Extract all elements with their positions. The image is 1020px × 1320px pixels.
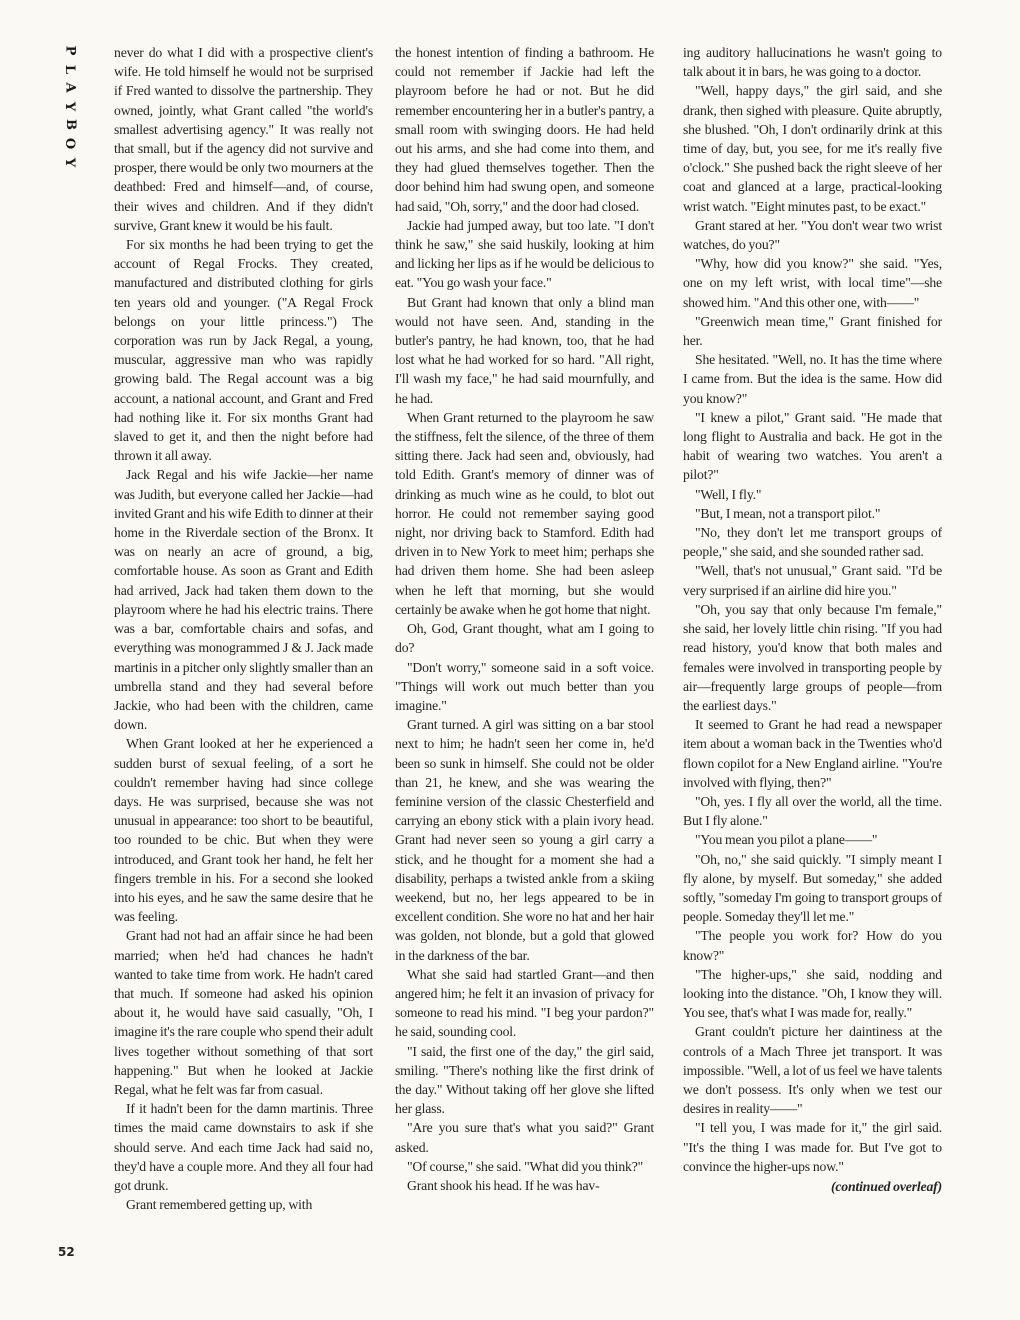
paragraph: never do what I did with a prospective client's wife. He told himself he would not be surprised if Fred wanted to dissolve the partnership. They owned, jointly, what Grant called "the world's smallest advertising agency." It was really not that small, but if the agency did not survive and prosper, there would be only two mourners at the deathbed: Fred and himself—and, of course, their wives and children. And if they didn't survive, Grant knew it would be his fault. — [114, 45, 373, 233]
paragraph: What she said had startled Grant—and then angered him; he felt it an invasion of privacy for someone to read his mind. "I beg your pardon?" he said, sounding cool. — [395, 966, 654, 1040]
paragraph: "Greenwich mean time," Grant finished for her. — [683, 313, 942, 349]
sidebar-letter: L — [62, 64, 78, 74]
sidebar-letter: Y — [62, 101, 78, 111]
paragraph: "The people you work for? How do you know?" — [683, 928, 942, 963]
paragraph: She hesitated. "Well, no. It has the time where I came from. But the idea is the same. How did you know?" — [683, 352, 942, 406]
paragraph: "Well, I fly." — [695, 486, 762, 502]
continued-note: (continued overleaf) — [830, 1178, 942, 1194]
paragraph: ing auditory hallucinations he wasn't going to talk about it in bars, he was going to a doctor. — [683, 45, 942, 80]
text-column-1 — [114, 43, 373, 1288]
paragraph: It seemed to Grant he had read a newspaper item about a woman back in the Twenties who'd flown copilot for a New England airline. "You're involved with flying, then?" — [683, 717, 942, 790]
paragraph: "Oh, yes. I fly all over the world, all the time. But I fly alone." — [683, 793, 942, 829]
paragraph: When Grant returned to the playroom he saw the stiffness, felt the silence, of the three of them sitting there. Jack had seen and, obviously, had told Edith. Grant's memory of dinner was of drinking as much wine as he could, to blot out horror. He could not remember saying good night, nor driving back to Stamford. Edith had driven in to New York to meet him; perhaps she had driven them home. She had been asleep when he left that morning, but she would certainly be awake when he got home that night. — [395, 409, 654, 617]
page-number: 52 — [58, 1245, 75, 1259]
paragraph: Grant shook his head. If he was hav- — [407, 1177, 600, 1193]
paragraph: "Of course," she said. "What did you think?" — [407, 1158, 644, 1174]
paragraph: "I tell you, I was made for it," the girl said. "It's the thing I was made for. But I've got to convince the higher-ups now." — [683, 1120, 942, 1174]
paragraph: "I said, the first one of the day," the girl said, smiling. "There's nothing like the first drink of the day." Without taking off her glove she lifted her glass. — [395, 1043, 654, 1117]
paragraph: "Are you sure that's what you said?" Grant asked. — [395, 1120, 654, 1155]
paragraph: Grant stared at her. "You don't wear two wrist watches, do you?" — [683, 217, 942, 253]
paragraph: Grant couldn't picture her daintiness at the controls of a Mach Three jet transport. It was impossible. "Well, a lot of us feel we have talents we don't possess. It's only when we test our desires in reality——" — [683, 1024, 942, 1117]
text-column-2 — [395, 43, 654, 1288]
paragraph: "Oh, you say that only because I'm female," she said, her lovely little chin rising. "If you had read history, you'd know that both males and females were involved in transporting people by air—frequently large groups of people—from the earliest days." — [683, 601, 942, 713]
magazine-sidebar-title — [58, 44, 82, 174]
paragraph: "Oh, no," she said quickly. "I simply meant I fly alone, by myself. But someday," she added softly, "someday I'm going to transport groups of people. Someday they'll let me." — [683, 851, 942, 925]
paragraph: Jackie had jumped away, but too late. "I don't think he saw," she said huskily, looking at him and licking her lips as if he would be delicious to eat. "You go wash your face." — [395, 217, 654, 291]
sidebar-letter: B — [62, 119, 78, 131]
sidebar-letter: P — [62, 45, 78, 56]
paragraph: "Don't worry," someone said in a soft voice. "Things will work out much better than you imagine." — [395, 659, 654, 713]
paragraph: "Why, how did you know?" she said. "Yes, one on my left wrist, with local time"—she showed him. "And this other one, with——" — [683, 256, 942, 310]
paragraph: "Well, happy days," the girl said, and she drank, then sighed with pleasure. Quite abruptly, she blushed. "Oh, I don't ordinarily drink at this time of day, but, you see, for me it's really five o'clock." She pushed back the right sleeve of her coat and glanced at a large, practical-looking wrist watch. "Eight minutes past, to be exact." — [683, 83, 942, 214]
paragraph: "I knew a pilot," Grant said. "He made that long flight to Australia and back. He got in the habit of wearing two watches. You aren't a pilot?" — [683, 409, 942, 483]
paragraph: But Grant had known that only a blind man would not have seen. And, standing in the butler's pantry, he had known, too, that he had lost what he had worked for so hard. "All right, I'll wash my face," he had said mournfully, and he had. — [395, 294, 654, 406]
paragraph: When Grant looked at her he experienced a sudden burst of sexual feeling, of a sort he couldn't remember having had since college days. He was surprised, because she was not unusual in appearance: too short to be beautiful, too rounded to be chic. But when they were introduced, and Grant took her hand, he felt her fingers tremble in his. For a second she looked into his eyes, and he saw the same desire that he was feeling. — [114, 736, 373, 925]
paragraph: "Well, that's not unusual," Grant said. "I'd be very surprised if an airline did hire you." — [683, 563, 942, 598]
paragraph: For six months he had been trying to get the account of Regal Frocks. They created, manufactured and distributed clothing for girls ten years old and younger. ("A Regal Frock belongs on your little princess.") The corporation was run by Jack Regal, a young, muscular, aggressive man who was rapidly growing bald. The Regal account was a big account, a national account, and Grant and Fred had nothing like it. For six months Grant had slaved to get it, and then the night before had thrown it all away. — [114, 237, 373, 464]
paragraph: Grant remembered getting up, with — [126, 1197, 313, 1213]
paragraph: the honest intention of finding a bathroom. He could not remember if Jackie had left the playroom before he had or not. But he did remember encountering her in a butler's pantry, a small room with swinging doors. He had held out his arms, and she had come into them, and they had glued themselves together. Then the door behind him had swung open, and someone had said, "Oh, sorry," and the door had closed. — [395, 45, 654, 214]
paragraph: "The higher-ups," she said, nodding and looking into the distance. "Oh, I know they will. You see, that's what I was made for, really." — [683, 966, 942, 1021]
paragraph: Jack Regal and his wife Jackie—her name was Judith, but everyone called her Jackie—had invited Grant and his wife Edith to dinner at their home in the Riverdale section of the Bronx. It was on nearly an acre of ground, a big, comfortable house. As soon as Grant and Edith had arrived, Jack had taken them down to the playroom where he had his electric trains. There was a bar, comfortable chairs and sofas, and everything was monogrammed J & J. Jack made martinis in a pitcher only slightly smaller than an umbrella stand and they had several before Jackie, who had been with the children, came down. — [114, 467, 373, 733]
paragraph: "But, I mean, not a transport pilot." — [695, 505, 881, 521]
sidebar-letter: Y — [62, 157, 78, 167]
sidebar-letter: A — [62, 82, 78, 93]
paragraph: If it hadn't been for the damn martinis. Three times the maid came downstairs to ask if she should serve. And each time Jack had said no, they'd have a couple more. And they all four had got drunk. — [114, 1101, 373, 1193]
sidebar-letter: O — [62, 137, 78, 150]
paragraph: "No, they don't let me transport groups of people," she said, and she sounded rather sad. — [683, 525, 942, 560]
paragraph: Grant had not had an affair since he had been married; when he'd had chances he hadn't wanted to take time from work. He hadn't cared that much. If someone had asked his opinion about it, he would have said casually, "Oh, I imagine it's the rare couple who spend their adult lives together without something of that sort happening." But when he looked at Jackie Regal, what he felt was far from casual. — [114, 928, 373, 1097]
paragraph: Grant turned. A girl was sitting on a bar stool next to him; he hadn't seen her come in, he'd been so sunk in himself. She could not be older than 21, he knew, and she was wearing the feminine version of the classic Chesterfield and carrying an ebony stick with a plain ivory head. Grant had never seen so young a girl carry a stick, and he thought for a moment she had a disability, perhaps a twisted ankle from a skiing weekend, but no, her legs appeared to be in excellent condition. She wore no hat and her hair was golden, not blonde, but a gold that glowed in the darkness of the bar. — [395, 717, 654, 963]
paragraph: "You mean you pilot a plane——" — [695, 832, 878, 848]
paragraph: Oh, God, Grant thought, what am I going to do? — [395, 621, 654, 656]
text-column-3 — [683, 43, 942, 1288]
